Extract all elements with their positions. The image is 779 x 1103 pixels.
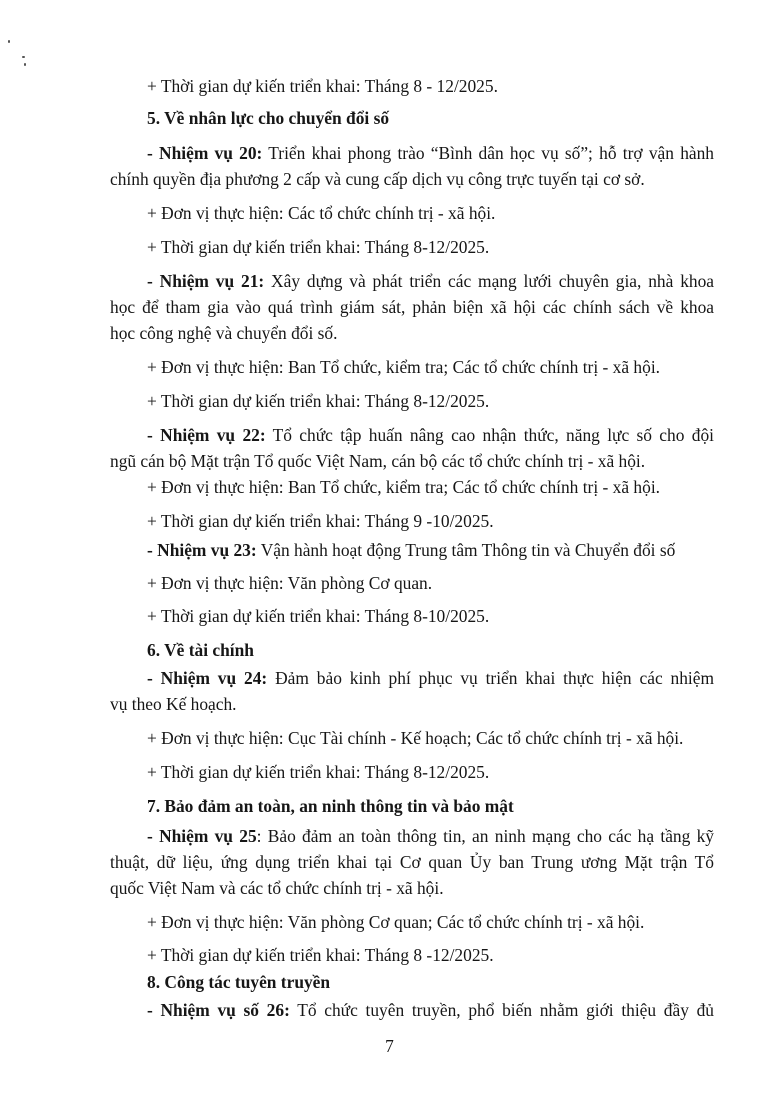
task-24-time: + Thời gian dự kiến triển khai: Tháng 8-12/2025. bbox=[147, 762, 490, 782]
task-25-line3: quốc Việt Nam và các tổ chức chính trị - xã hội. bbox=[110, 878, 444, 898]
task-25-line2: thuật, dữ liệu, ứng dụng triển khai tại Cơ quan Ủy ban Trung ương Mặt trận Tổ bbox=[110, 852, 714, 872]
task-25-line1: - Nhiệm vụ 25: Bảo đảm an toàn thông tin, an ninh mạng cho các hạ tầng kỹ bbox=[147, 826, 714, 846]
scan-speck bbox=[24, 63, 26, 66]
task-23-time: + Thời gian dự kiến triển khai: Tháng 8-10/2025. bbox=[147, 606, 490, 626]
task-21-label: - Nhiệm vụ 21: bbox=[147, 271, 265, 291]
task-22-line1: - Nhiệm vụ 22: Tổ chức tập huấn nâng cao nhận thức, năng lực số cho đội bbox=[147, 425, 714, 445]
task-21-line1: - Nhiệm vụ 21: Xây dựng và phát triển các mạng lưới chuyên gia, nhà khoa bbox=[147, 271, 714, 291]
section-6-heading: 6. Về tài chính bbox=[147, 640, 254, 660]
task-20-label: - Nhiệm vụ 20: bbox=[147, 143, 263, 163]
task-22-line2: ngũ cán bộ Mặt trận Tổ quốc Việt Nam, cán bộ các tổ chức chính trị - xã hội. bbox=[110, 451, 646, 471]
task-24-line2: vụ theo Kế hoạch. bbox=[110, 694, 237, 714]
task-20-unit: + Đơn vị thực hiện: Các tổ chức chính trị - xã hội. bbox=[147, 203, 496, 223]
task-20-time: + Thời gian dự kiến triển khai: Tháng 8-12/2025. bbox=[147, 237, 490, 257]
task-24-line1: - Nhiệm vụ 24: Đảm bảo kinh phí phục vụ triển khai thực hiện các nhiệm bbox=[147, 668, 715, 688]
task-23-label: - Nhiệm vụ 23: bbox=[147, 540, 257, 560]
task-24-label: - Nhiệm vụ 24: bbox=[147, 668, 268, 688]
task-21-line2: học để tham gia vào quá trình giám sát, phản biện xã hội các chính sách về khoa bbox=[110, 297, 714, 317]
task-26-label: - Nhiệm vụ số 26: bbox=[147, 1000, 290, 1020]
task-26-line1: - Nhiệm vụ số 26: Tổ chức tuyên truyền, phổ biến nhằm giới thiệu đầy đủ bbox=[147, 1000, 714, 1020]
task-25-time: + Thời gian dự kiến triển khai: Tháng 8 -12/2025. bbox=[147, 945, 494, 965]
scan-speck bbox=[22, 56, 25, 58]
task-22-label: - Nhiệm vụ 22: bbox=[147, 425, 266, 445]
task-23-line1: - Nhiệm vụ 23: Vận hành hoạt động Trung tâm Thông tin và Chuyển đổi số bbox=[147, 540, 676, 560]
task-22-unit: + Đơn vị thực hiện: Ban Tổ chức, kiểm tra; Các tổ chức chính trị - xã hội. bbox=[147, 477, 660, 497]
section-5-heading: 5. Về nhân lực cho chuyển đổi số bbox=[147, 108, 390, 128]
task-24-unit: + Đơn vị thực hiện: Cục Tài chính - Kế hoạch; Các tổ chức chính trị - xã hội. bbox=[147, 728, 684, 748]
task-25-label: - Nhiệm vụ 25 bbox=[147, 826, 257, 846]
task-22-time: + Thời gian dự kiến triển khai: Tháng 9 -10/2025. bbox=[147, 511, 494, 531]
task-20-line1: - Nhiệm vụ 20: Triển khai phong trào “Bình dân học vụ số”; hỗ trợ vận hành bbox=[147, 143, 714, 163]
page-number: 7 bbox=[385, 1036, 394, 1056]
task-21-line3: học công nghệ và chuyển đổi số. bbox=[110, 323, 338, 343]
scan-speck bbox=[8, 40, 10, 43]
task-25-unit: + Đơn vị thực hiện: Văn phòng Cơ quan; Các tổ chức chính trị - xã hội. bbox=[147, 912, 645, 932]
section-7-heading: 7. Bảo đảm an toàn, an ninh thông tin và bảo mật bbox=[147, 796, 514, 816]
task-20-line2: chính quyền địa phương 2 cấp và cung cấp dịch vụ công trực tuyến tại cơ sở. bbox=[110, 169, 645, 189]
task-23-unit: + Đơn vị thực hiện: Văn phòng Cơ quan. bbox=[147, 573, 433, 593]
section-8-heading: 8. Công tác tuyên truyền bbox=[147, 972, 331, 992]
task-21-unit: + Đơn vị thực hiện: Ban Tổ chức, kiểm tra; Các tổ chức chính trị - xã hội. bbox=[147, 357, 660, 377]
faint-stamp-mark bbox=[280, 0, 340, 60]
task-21-time: + Thời gian dự kiến triển khai: Tháng 8-12/2025. bbox=[147, 391, 490, 411]
s4-time-line: + Thời gian dự kiến triển khai: Tháng 8 - 12/2025. bbox=[147, 76, 498, 96]
